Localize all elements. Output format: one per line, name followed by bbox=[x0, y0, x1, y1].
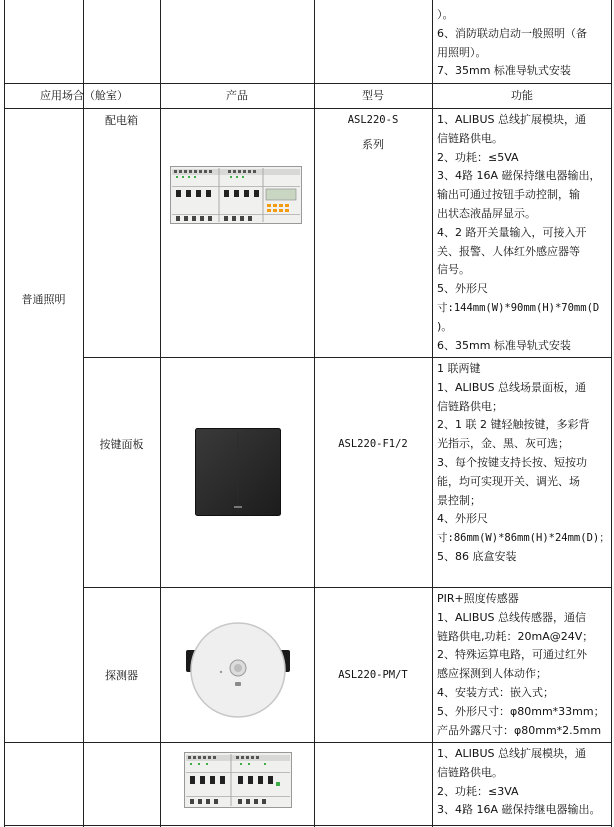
product-name-detector: 探测器 bbox=[105, 669, 138, 682]
function-detector bbox=[437, 590, 611, 740]
header-function: 功能 bbox=[511, 89, 533, 102]
header-model: 型号 bbox=[362, 89, 384, 102]
function-line: 5、86 底盒安装 bbox=[437, 549, 517, 563]
row-divider bbox=[4, 108, 612, 109]
table-border-right bbox=[611, 0, 612, 827]
model-key-panel: ASL220-F1/2 bbox=[338, 438, 408, 450]
function-line: 产品外露尺寸：φ80mm*2.5mm bbox=[437, 723, 602, 737]
function-line: 1、ALIBUS 总线场景面板，通 bbox=[437, 380, 586, 394]
function-line: 4、2 路开关量输入，可接入开 bbox=[437, 225, 587, 239]
function-line: 4、外形尺 bbox=[437, 512, 488, 526]
function-key-panel bbox=[437, 360, 611, 567]
function-line: 5、外形尺 bbox=[437, 282, 488, 296]
function-line: 信链路供电。 bbox=[437, 765, 503, 779]
section-label: 普通照明 bbox=[21, 293, 66, 306]
model-detector: ASL220-PM/T bbox=[338, 669, 408, 681]
function-line: 1 联两键 bbox=[437, 362, 481, 375]
function-line: 1、ALIBUS 总线扩展模块，通 bbox=[437, 747, 586, 760]
row-divider bbox=[83, 587, 612, 588]
function-line: 1、ALIBUS 总线扩展模块，通 bbox=[437, 113, 586, 126]
column-divider bbox=[432, 0, 433, 827]
function-line: 2、功耗：≤5VA bbox=[437, 150, 519, 164]
function-line: 用照明）。 bbox=[437, 45, 487, 59]
function-line: 信号。 bbox=[437, 263, 470, 277]
row-divider bbox=[83, 357, 612, 358]
function-line: 2、特殊运算电路，可通过红外 bbox=[437, 648, 587, 662]
function-line: 关、报警、人体红外感应器等 bbox=[437, 244, 580, 258]
distribution-box-module-image bbox=[170, 166, 302, 224]
function-line: 3、每个按键支持长按、短按功 bbox=[437, 455, 587, 469]
function-line: 光指示，金、黑、灰可选； bbox=[437, 437, 569, 451]
row-divider bbox=[4, 83, 612, 84]
function-line: 寸:144mm(W)*90mm(H)*70mm(D bbox=[437, 301, 600, 314]
function-line: 能，均可实现开关、调光、场 bbox=[437, 474, 580, 488]
function-line: PIR+照度传感器 bbox=[437, 592, 519, 605]
function-line: 感应探测到人体动作； bbox=[437, 667, 547, 681]
function-line: 链路供电,功耗：20mA@24V； bbox=[437, 629, 594, 643]
function-line: )。 bbox=[437, 319, 453, 333]
function-line: 寸:86mm(W)*86mm(H)*24mm(D)； bbox=[437, 532, 610, 545]
function-line: 1、ALIBUS 总线传感器，通信 bbox=[437, 610, 586, 624]
top-partial-function bbox=[437, 6, 611, 81]
function-extension-module bbox=[437, 745, 611, 820]
function-line: 3、4路 16A 磁保持继电器输出。 bbox=[437, 803, 601, 817]
product-name-distribution-box: 配电箱 bbox=[105, 114, 138, 127]
row-divider bbox=[4, 742, 612, 743]
function-line: 3、4路 16A 磁保持继电器输出， bbox=[437, 169, 601, 183]
row-divider bbox=[4, 825, 612, 826]
function-line: 信链路供电； bbox=[437, 399, 503, 413]
function-distribution-box bbox=[437, 111, 611, 355]
detector-image bbox=[186, 620, 290, 722]
function-line: 景控制； bbox=[437, 493, 481, 507]
function-line: 6、消防联动启动一般照明（备 bbox=[437, 26, 587, 40]
header-product: 产品 bbox=[226, 89, 248, 102]
function-line: 2、功耗：≤3VA bbox=[437, 784, 519, 798]
extension-module-image bbox=[184, 752, 292, 808]
function-line: 7、35mm 标准导轨式安装 bbox=[437, 64, 571, 78]
header-scene: 应用场合（舱室） bbox=[40, 89, 128, 102]
product-name-key-panel: 按键面板 bbox=[99, 438, 144, 451]
function-line: 5、外形尺寸：φ80mm*33mm； bbox=[437, 704, 605, 718]
model-distribution-box: ASL220-S bbox=[347, 114, 399, 126]
table-border-left bbox=[4, 0, 5, 827]
key-panel-image bbox=[195, 428, 281, 516]
function-line: 信链路供电。 bbox=[437, 131, 503, 145]
function-line: 输出可通过按钮手动控制，输 bbox=[437, 188, 580, 202]
function-line: 2、1 联 2 键轻触按键，多彩背 bbox=[437, 418, 590, 432]
function-line: ）。 bbox=[437, 8, 454, 21]
function-line: 4、安装方式：嵌入式； bbox=[437, 685, 554, 699]
column-divider bbox=[160, 0, 161, 827]
function-line: 出状态液晶屏显示。 bbox=[437, 206, 536, 220]
function-line: 6、35mm 标准导轨式安装 bbox=[437, 338, 571, 352]
model-series-label: 系列 bbox=[362, 138, 384, 151]
